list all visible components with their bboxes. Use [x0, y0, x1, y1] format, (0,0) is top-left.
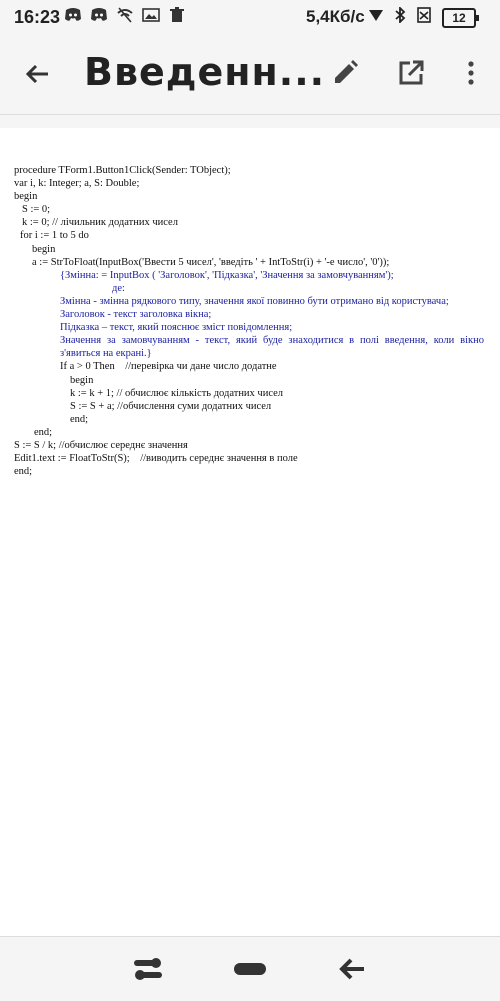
- home-pill-icon[interactable]: [232, 951, 268, 987]
- document-page[interactable]: [0, 128, 500, 936]
- code-line: Edit1.text := FloatToStr(S); //виводить середнє значення в поле: [14, 453, 298, 465]
- no-sim-icon: [416, 7, 432, 28]
- back-arrow-icon[interactable]: [22, 58, 54, 90]
- code-line: S := S / k; //обчислює середнє значення: [14, 439, 188, 451]
- code-line: S := S + a; //обчислення суми додатних чисел: [70, 400, 272, 412]
- discord-icon: [90, 7, 108, 23]
- network-speed: 5,4Кб/с: [306, 7, 365, 26]
- open-external-icon[interactable]: [396, 58, 426, 88]
- code-line: end;: [34, 426, 53, 438]
- system-nav-bar: [0, 936, 500, 1001]
- code-line: Заголовок - текст заголовка вікна;: [60, 309, 212, 321]
- bluetooth-icon: [394, 7, 406, 28]
- image-icon: [142, 7, 160, 23]
- back-arrow-icon[interactable]: [334, 951, 370, 987]
- code-line: end;: [70, 413, 89, 425]
- code-line: Змінна - змінна рядкового типу, значення якої повинно бути отримано від користувача;: [60, 295, 449, 307]
- more-vert-icon[interactable]: [456, 58, 486, 88]
- code-line: Значення за замовчуванням - текст, який буде знаходитися в полі введення, коли вікно з'явиться на екрані.}: [60, 335, 484, 360]
- wifi-off-icon: [116, 7, 134, 23]
- system-icons: [368, 7, 476, 28]
- code-line: begin: [32, 243, 56, 255]
- code-line: {Змінна: = InputBox ( 'Заголовок', 'Підказка', 'Значення за замовчуванням');: [60, 269, 394, 281]
- code-line: Підказка – текст, який пояснює зміст повідомлення;: [60, 322, 293, 334]
- code-line: begin: [14, 191, 38, 203]
- discord-icon: [64, 7, 82, 23]
- code-line: begin: [70, 374, 94, 386]
- status-bar: [0, 0, 500, 34]
- code-line: If a > 0 Then //перевірка чи дане число додатне: [60, 361, 277, 373]
- code-line: a := StrToFloat(InputBox('Ввести 5 чисел', 'введіть ' + IntToStr(i) + '-е число', '0'));: [32, 256, 390, 268]
- code-line: k := 0; // лічильник додатних чисел: [22, 217, 178, 229]
- edit-icon[interactable]: [330, 58, 360, 88]
- clock: 16:23: [14, 7, 61, 27]
- code-line: k := k + 1; // обчислює кількість додатних чисел: [70, 387, 284, 399]
- signal-icon: [368, 7, 384, 28]
- switch-icon[interactable]: [130, 951, 166, 987]
- code-line: S := 0;: [22, 204, 51, 216]
- code-line: var i, k: Integer; a, S: Double;: [14, 178, 140, 190]
- page-title: Введенн...: [84, 50, 326, 94]
- code-line: end;: [14, 466, 33, 478]
- code-listing: [14, 164, 484, 478]
- code-line: де:: [112, 282, 125, 294]
- notification-icons: [64, 7, 186, 23]
- app-bar: [0, 34, 500, 115]
- code-line: procedure TForm1.Button1Click(Sender: TObject);: [14, 165, 231, 176]
- battery-icon: 12: [442, 8, 476, 28]
- code-line: for i := 1 to 5 do: [20, 230, 89, 242]
- trash-icon: [168, 7, 186, 23]
